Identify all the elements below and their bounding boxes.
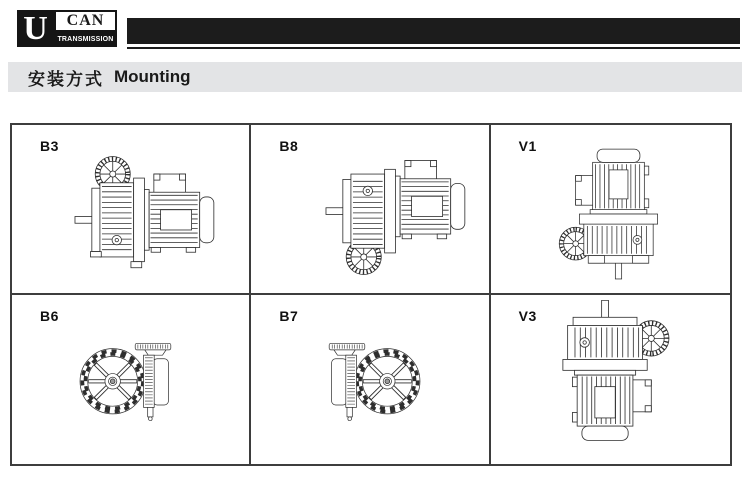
mounting-table — [10, 123, 732, 466]
gearbox-side — [75, 157, 144, 262]
mounting-drawing-v1 — [549, 139, 688, 284]
cell-b8 — [251, 125, 490, 295]
mounting-label-b3: B3 — [40, 138, 59, 154]
mounting-label-v1: V1 — [518, 138, 537, 154]
cell-v3 — [491, 295, 730, 465]
mounting-label-b6: B6 — [40, 307, 59, 324]
brand-logo — [17, 10, 117, 47]
section-heading — [8, 62, 742, 92]
cell-v1 — [491, 125, 730, 295]
brand-logo-can: CAN — [54, 10, 117, 32]
motor-horizontal — [396, 161, 465, 239]
motor-vertical — [575, 149, 648, 214]
brand-logo-transmission: TRANSMISSION — [54, 32, 117, 47]
cell-b7 — [251, 295, 490, 465]
gearbox-rotated — [559, 214, 657, 279]
section-title-chinese: 安装方式 — [28, 69, 104, 89]
gearbox-side-flipped — [326, 169, 395, 274]
mounting-drawing-b7 — [307, 335, 438, 424]
handwheel-front — [355, 348, 420, 413]
section-title-english: Mounting — [114, 67, 191, 86]
handwheel-front — [80, 348, 145, 413]
mounting-drawing-b3 — [46, 149, 228, 284]
gearbox-rotated — [563, 300, 669, 370]
header-rule — [127, 47, 740, 49]
cell-b3 — [12, 125, 251, 295]
mounting-label-v3: V3 — [518, 307, 537, 324]
mounting-label-b8: B8 — [279, 138, 299, 154]
mounting-label-b7: B7 — [279, 307, 299, 324]
cell-b6 — [12, 295, 251, 465]
mounting-drawing-v3 — [535, 300, 688, 457]
brand-logo-u: U — [17, 10, 54, 47]
mounting-drawing-b8 — [297, 147, 479, 282]
mounting-drawing-b6 — [62, 335, 193, 424]
header-black-bar — [127, 18, 740, 44]
motor-horizontal — [144, 174, 213, 252]
motor-vertical — [572, 370, 651, 440]
